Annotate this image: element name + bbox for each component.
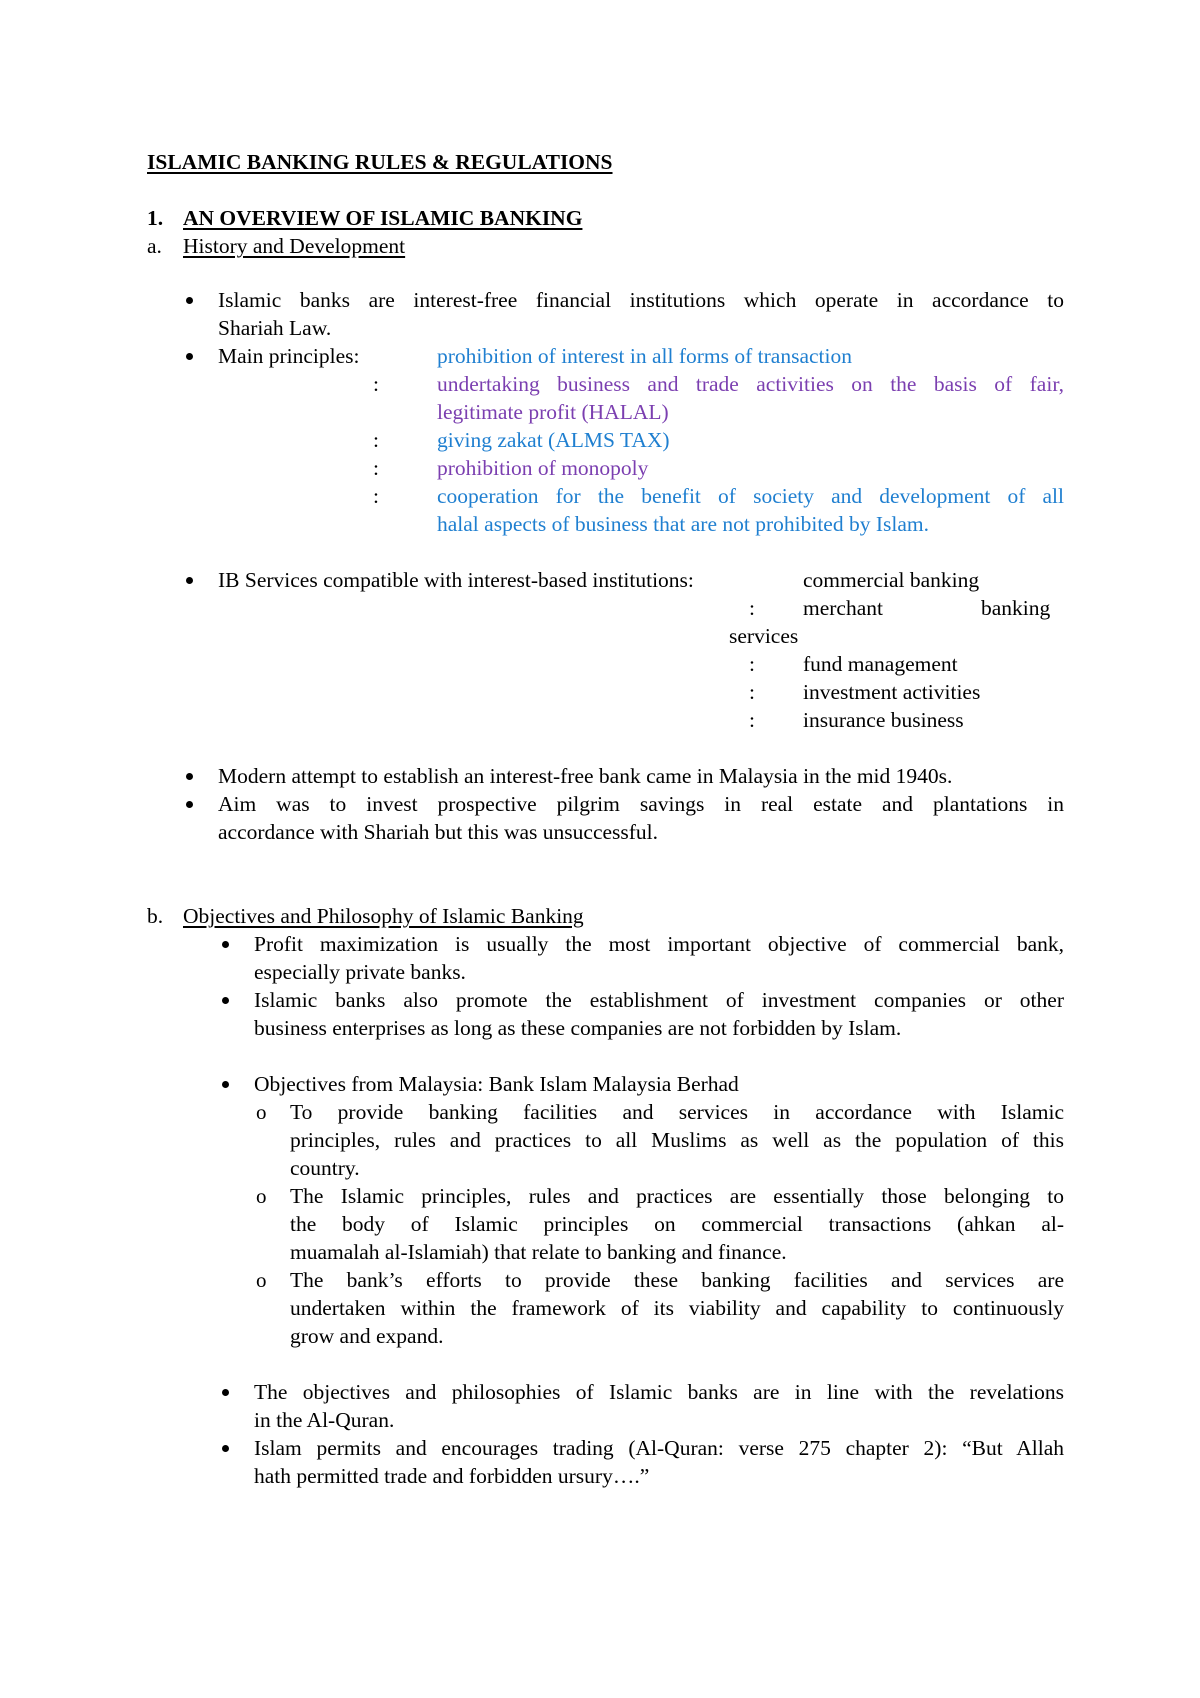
circle-bullet-icon: o [256, 1184, 267, 1208]
paragraph-line: Aim was to invest prospective pilgrim savings in real estate and plantations in [218, 792, 1064, 816]
bullet-icon [186, 577, 193, 584]
service-item: commercial banking [803, 568, 980, 592]
paragraph-line: Islamic banks also promote the establishment of investment companies or other [254, 988, 1064, 1012]
service-item: banking [981, 596, 1051, 620]
colon-marker: : [749, 652, 755, 676]
subsection-letter: b. [147, 904, 164, 928]
paragraph-line: undertaken within the framework of its viability and capability to continuously [290, 1296, 1064, 1320]
subsection-title: History and Development [183, 234, 406, 258]
principle-item: prohibition of monopoly [437, 456, 649, 480]
bullet-icon [186, 353, 193, 360]
document-title: ISLAMIC BANKING RULES & REGULATIONS [147, 150, 613, 174]
paragraph-line: business enterprises as long as these companies are not forbidden by Islam. [254, 1016, 902, 1040]
paragraph-line: in the Al-Quran. [254, 1408, 395, 1432]
paragraph-line: Shariah Law. [218, 316, 332, 340]
subsection-title: Objectives and Philosophy of Islamic Banking [183, 904, 584, 928]
principles-label: Main principles: [218, 344, 360, 368]
service-item: merchant [803, 596, 883, 620]
paragraph-line: To provide banking facilities and services in accordance with Islamic [290, 1100, 1064, 1124]
bullet-icon [222, 1389, 229, 1396]
principle-item: halal aspects of business that are not prohibited by Islam. [437, 512, 929, 536]
paragraph-line: Modern attempt to establish an interest-free bank came in Malaysia in the mid 1940s. [218, 764, 953, 788]
paragraph-line: accordance with Shariah but this was unsuccessful. [218, 820, 659, 844]
paragraph-line: Profit maximization is usually the most important objective of commercial bank, [254, 932, 1064, 956]
section-number: 1. [147, 206, 164, 230]
paragraph-line: Islam permits and encourages trading (Al-Quran: verse 275 chapter 2): “But Allah [254, 1436, 1064, 1460]
service-item: fund management [803, 652, 958, 676]
section-heading: AN OVERVIEW OF ISLAMIC BANKING [183, 206, 583, 230]
paragraph-line: The bank’s efforts to provide these banking facilities and services are [290, 1268, 1064, 1292]
colon-marker: : [373, 484, 379, 508]
circle-bullet-icon: o [256, 1268, 267, 1292]
paragraph-line: grow and expand. [290, 1324, 444, 1348]
bullet-icon [222, 1445, 229, 1452]
colon-marker: : [749, 596, 755, 620]
colon-marker: : [373, 428, 379, 452]
service-item: investment activities [803, 680, 981, 704]
paragraph-line: muamalah al-Islamiah) that relate to banking and finance. [290, 1240, 787, 1264]
service-item: insurance business [803, 708, 964, 732]
paragraph-line: Objectives from Malaysia: Bank Islam Malaysia Berhad [254, 1072, 739, 1096]
principle-item: undertaking business and trade activities on the basis of fair, [437, 372, 1064, 396]
paragraph-line: The Islamic principles, rules and practices are essentially those belonging to [290, 1184, 1064, 1208]
bullet-icon [186, 297, 193, 304]
bullet-icon [222, 997, 229, 1004]
colon-marker: : [373, 372, 379, 396]
bullet-icon [222, 941, 229, 948]
service-item: services [729, 624, 799, 648]
bullet-icon [186, 773, 193, 780]
bullet-icon [222, 1081, 229, 1088]
paragraph-line: hath permitted trade and forbidden ursury….” [254, 1464, 650, 1488]
paragraph-line: the body of Islamic principles on commercial transactions (ahkan al- [290, 1212, 1064, 1236]
paragraph-line: principles, rules and practices to all Muslims as well as the population of this [290, 1128, 1064, 1152]
colon-marker: : [373, 456, 379, 480]
services-label: IB Services compatible with interest-based institutions: [218, 568, 694, 592]
bullet-icon [186, 801, 193, 808]
principle-item: prohibition of interest in all forms of transaction [437, 344, 852, 368]
principle-item: legitimate profit (HALAL) [437, 400, 669, 424]
paragraph-line: Islamic banks are interest-free financial institutions which operate in accordance to [218, 288, 1064, 312]
paragraph-line: country. [290, 1156, 360, 1180]
principle-item: cooperation for the benefit of society and development of all [437, 484, 1064, 508]
principle-item: giving zakat (ALMS TAX) [437, 428, 670, 452]
circle-bullet-icon: o [256, 1100, 267, 1124]
colon-marker: : [749, 680, 755, 704]
colon-marker: : [749, 708, 755, 732]
paragraph-line: The objectives and philosophies of Islamic banks are in line with the revelations [254, 1380, 1064, 1404]
paragraph-line: especially private banks. [254, 960, 466, 984]
subsection-letter: a. [147, 234, 162, 258]
